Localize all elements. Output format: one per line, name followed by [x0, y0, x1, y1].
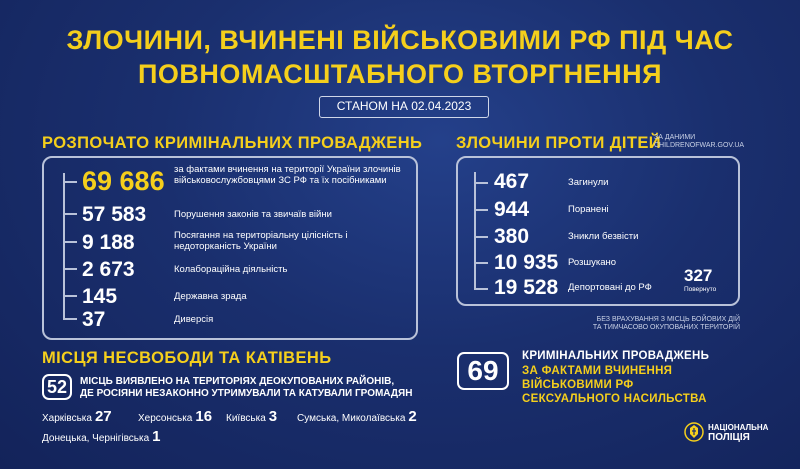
detention-section-title: МІСЦЯ НЕСВОБОДИ ТА КАТІВЕНЬ	[42, 349, 332, 367]
detention-count-badge: 52	[42, 374, 72, 400]
tick	[63, 181, 77, 183]
children-bracket	[474, 172, 476, 290]
detention-text-line1: МІСЦЬ ВИЯВЛЕНО НА ТЕРИТОРІЯХ ДЕОКУПОВАНИХ РАЙОНІВ,	[80, 376, 395, 387]
criminal-item-value: 9 188	[82, 231, 135, 254]
date-label: СТАНОМ НА 02.04.2023	[319, 96, 489, 118]
criminal-item-value: 145	[82, 285, 118, 308]
criminal-total-label: за фактами вчинення на території України злочинів військовослужбовцями ЗС РФ та їх посібниками	[174, 164, 401, 186]
children-section-title: ЗЛОЧИНИ ПРОТИ ДІТЕЙ	[456, 134, 662, 152]
region-name: Харківська	[42, 413, 92, 424]
region-item	[42, 408, 112, 425]
children-note-line1: БЕЗ ВРАХУВАННЯ З МІСЦЬ БОЙОВИХ ДІЙ	[596, 316, 740, 323]
children-item-label: Загинули	[568, 177, 609, 188]
children-item-value: 19 528	[494, 276, 559, 299]
criminal-item-label: Колабораційна діяльність	[174, 264, 288, 275]
tick	[474, 209, 488, 211]
tick	[63, 295, 77, 297]
tick	[474, 182, 488, 184]
sexual-count-badge: 69	[457, 352, 509, 390]
criminal-total-value: 69 686	[82, 166, 165, 196]
children-returned-value: 327	[684, 266, 713, 285]
page-title-line1: ЗЛОЧИНИ, ВЧИНЕНІ ВІЙСЬКОВИМИ РФ ПІД ЧАС	[66, 25, 734, 55]
criminal-item-label: Державна зрада	[174, 291, 247, 302]
region-name: Херсонська	[138, 413, 193, 424]
logo-line2: ПОЛІЦІЯ	[708, 432, 750, 443]
children-item-label: Депортовані до РФ	[568, 282, 652, 293]
tick	[63, 268, 77, 270]
tick	[474, 288, 488, 290]
children-note-line2: ТА ТИМЧАСОВО ОКУПОВАНИХ ТЕРИТОРІЙ	[592, 324, 740, 331]
tick	[63, 318, 77, 320]
criminal-item-value: 37	[82, 308, 106, 331]
children-item-label: Розшукано	[568, 257, 617, 268]
region-value: 2	[408, 408, 417, 425]
children-item-value: 944	[494, 198, 530, 221]
region-value: 1	[152, 428, 161, 445]
tick	[63, 213, 77, 215]
police-logo	[684, 420, 704, 449]
children-source-line1: ЗА ДАНИМИ	[654, 134, 696, 141]
region-value: 27	[94, 408, 112, 425]
region-value: 16	[195, 408, 213, 425]
sexual-line2: ЗА ФАКТАМИ ВЧИНЕННЯ	[522, 365, 673, 377]
region-name: Київська	[226, 413, 266, 424]
children-returned-label: Повернуто	[684, 286, 717, 293]
children-source-line2: CHILDRENOFWAR.GOV.UA	[654, 142, 745, 149]
criminal-item-value: 2 673	[82, 258, 135, 281]
region-item	[138, 408, 212, 425]
criminal-section-title: РОЗПОЧАТО КРИМІНАЛЬНИХ ПРОВАДЖЕНЬ	[42, 134, 423, 152]
children-item-label: Поранені	[568, 204, 609, 215]
criminal-bracket	[63, 173, 65, 319]
children-item-value: 10 935	[494, 251, 559, 274]
sexual-line4: СЕКСУАЛЬНОГО НАСИЛЬСТВА	[522, 393, 707, 405]
region-name: Донецька, Чернігівська	[42, 433, 150, 444]
region-item	[226, 408, 277, 425]
detention-text-line2: ДЕ РОСІЯНИ НЕЗАКОННО УТРИМУВАЛИ ТА КАТУВАЛИ ГРОМАДЯН	[80, 388, 413, 399]
children-item-label: Зникли безвісти	[568, 231, 639, 242]
tick	[474, 262, 488, 264]
sexual-line3: ВІЙСЬКОВИМИ РФ	[522, 379, 634, 391]
criminal-item-label: Диверсія	[174, 314, 214, 325]
region-value: 3	[268, 408, 278, 425]
logo-line1: НАЦІОНАЛЬНА	[708, 423, 769, 432]
children-item-value: 467	[494, 170, 530, 193]
tick	[474, 236, 488, 238]
children-item-value: 380	[494, 225, 530, 248]
sexual-line1: КРИМІНАЛЬНИХ ПРОВАДЖЕНЬ	[522, 350, 710, 362]
police-shield-icon	[684, 420, 704, 444]
criminal-item-label: Посягання на територіальну цілісність і недоторканість України	[174, 230, 348, 252]
criminal-item-value: 57 583	[82, 203, 147, 226]
region-item	[297, 408, 417, 425]
region-name: Сумська, Миколаївська	[297, 413, 406, 424]
page-title-line2: ПОВНОМАСШТАБНОГО ВТОРГНЕННЯ	[137, 59, 663, 89]
region-item	[42, 428, 161, 445]
tick	[63, 241, 77, 243]
criminal-item-label: Порушення законів та звичаїв війни	[174, 209, 332, 220]
